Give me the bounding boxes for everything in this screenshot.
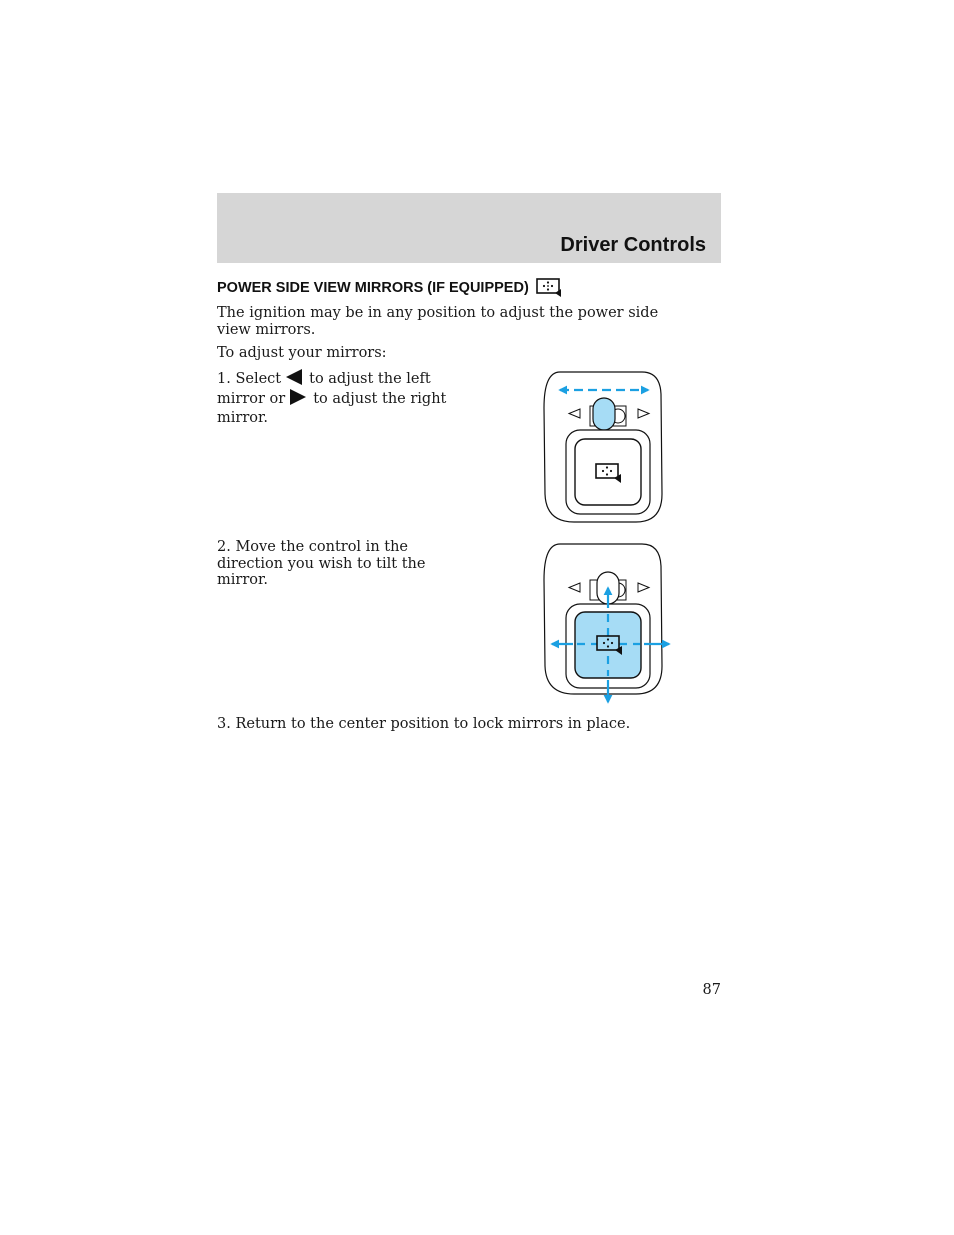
heading-text: POWER SIDE VIEW MIRRORS (IF EQUIPPED) xyxy=(217,280,529,296)
left-triangle-icon xyxy=(285,369,303,385)
step-1-part1: 1. Select xyxy=(217,371,282,387)
page-number: 87 xyxy=(702,982,721,998)
mirror-adjust-icon xyxy=(535,277,563,299)
section-heading xyxy=(217,277,563,299)
adjust-paragraph: To adjust your mirrors: xyxy=(217,345,387,361)
step-3: 3. Return to the center position to lock mirrors in place. xyxy=(217,716,631,732)
step-2: 2. Move the control in the direction you wish to tilt the mirror. xyxy=(217,539,426,588)
step-1-part3: to adjust the right mirror. xyxy=(217,391,447,426)
intro-paragraph: The ignition may be in any position to adjust the power side view mirrors. xyxy=(217,305,659,338)
header-bar xyxy=(217,193,721,263)
step-1-part2: to adjust the left mirror or xyxy=(217,371,431,407)
step-1 xyxy=(217,369,457,428)
mirror-tilt-illustration xyxy=(540,540,674,704)
section-title: Driver Controls xyxy=(560,234,706,256)
mirror-selector-illustration xyxy=(540,368,670,526)
right-triangle-icon xyxy=(289,389,307,405)
